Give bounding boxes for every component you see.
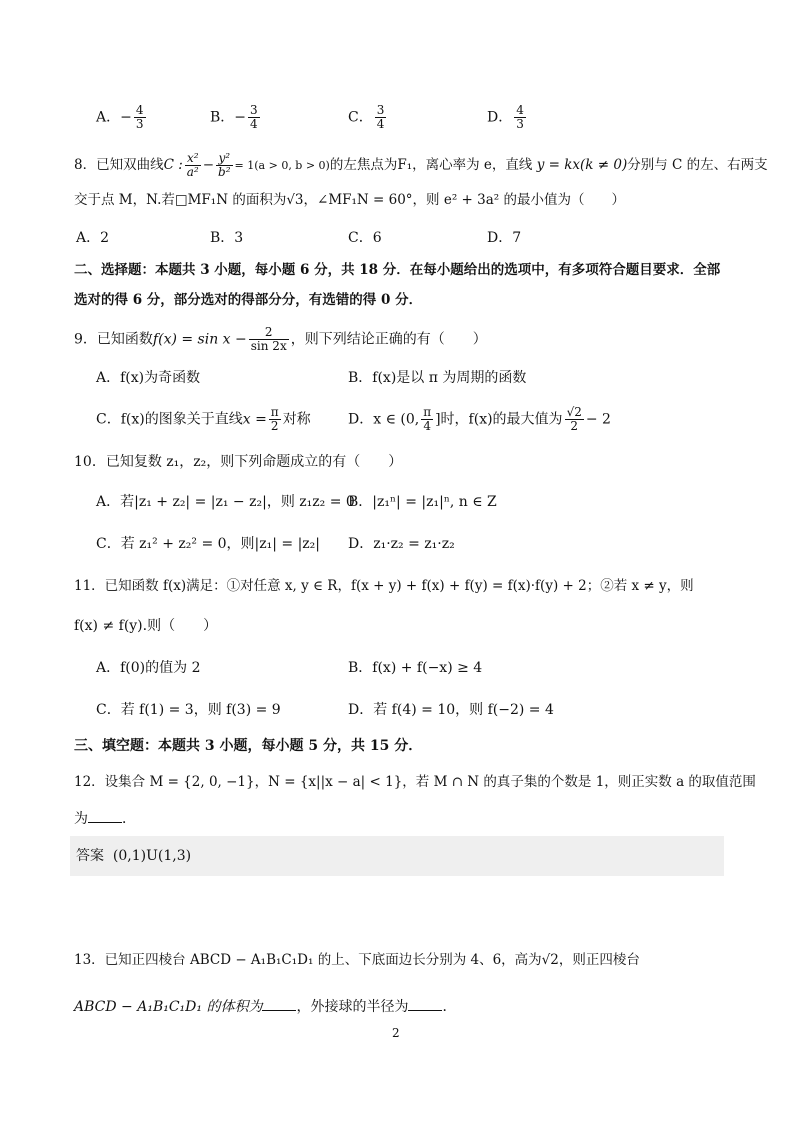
- q10-option-b[interactable]: B．|z₁ⁿ| = |z₁|ⁿ, n ∈ Z: [348, 494, 497, 510]
- q8-option-c[interactable]: C．6: [348, 230, 382, 246]
- q12-stem-line2: 为 ．: [74, 808, 136, 829]
- q13-volume-blank[interactable]: [262, 996, 296, 1011]
- q9-option-a[interactable]: A．f(x)为奇函数: [96, 370, 201, 386]
- section3-heading: 三、填空题：本题共 3 小题，每小题 5 分，共 15 分．: [74, 738, 423, 754]
- q13-stem-line1: 13．已知正四棱台 ABCD − A₁B₁C₁D₁ 的上、下底面边长分别为 4、6，高为√2，则正四棱台: [74, 952, 640, 968]
- q7-option-b[interactable]: B．− $\frac{3}{4}$: [210, 103, 258, 131]
- section2-heading-line1: 二、选择题：本题共 3 小题，每小题 6 分，共 18 分．在每小题给出的选项中，有多项符合题目要求．全部: [74, 262, 721, 278]
- q10-option-a[interactable]: A．若|z₁ + z₂| = |z₁ − z₂|，则 z₁z₂ = 0: [96, 494, 355, 510]
- q12-answer-blank[interactable]: [88, 808, 122, 823]
- q11-option-d[interactable]: D．若 f(4) = 10，则 f(−2) = 4: [348, 702, 554, 718]
- q11-option-a[interactable]: A．f(0)的值为 2: [96, 660, 201, 676]
- q11-stem-line1: 11．已知函数 f(x)满足：①对任意 x, y ∈ R，f(x + y) + f(x) + f(y) = f(x)·f(y) + 2；②若 x ≠ y，则: [74, 578, 694, 594]
- q10-option-c[interactable]: C．若 z₁² + z₂² = 0，则|z₁| = |z₂|: [96, 536, 321, 552]
- q9-stem: 9．已知函数f(x) = sin x − $\frac{2}{\sin 2x}$ ，则下列结论正确的有（ ）: [74, 325, 487, 353]
- page-number: 2: [392, 1026, 400, 1040]
- q9-option-d[interactable]: D．x ∈ (0, $\frac{\pi}{4}$ ]时，f(x)的最大值为 $\frac{√2}{2}$ − 2: [348, 405, 611, 433]
- q8-option-d[interactable]: D．7: [487, 230, 522, 246]
- q12-answer: 答案 (0,1)U(1,3): [76, 848, 192, 864]
- q9-option-b[interactable]: B．f(x)是以 π 为周期的函数: [348, 370, 527, 386]
- q11-stem-line2: f(x) ≠ f(y).则（ ）: [74, 618, 218, 634]
- q12-stem-line1: 12．设集合 M = {2, 0, −1}，N = {x||x − a| < 1}，若 M ∩ N 的真子集的个数是 1，则正实数 a 的取值范围: [74, 774, 756, 790]
- q10-stem: 10．已知复数 z₁，z₂，则下列命题成立的有（ ）: [74, 454, 403, 470]
- q8-stem-line1: 8．已知双曲线C : $\frac{\text{x²}}{\text{a²}}$ − $\frac{\text{y²}}{\text{b²}}$ = 1(a > 0, b > 0)的左焦点为F₁，离心率为 e，直线 y = kx(k ≠ 0)分别与 C 的左、右两支: [74, 151, 768, 179]
- q8-stem-line2: 交于点 M，N.若□MF₁N 的面积为√3，∠MF₁N = 60°，则 e² + 3a² 的最小值为（ ）: [74, 192, 625, 208]
- q11-option-b[interactable]: B．f(x) + f(−x) ≥ 4: [348, 660, 483, 676]
- q9-option-c[interactable]: C．f(x)的图象关于直线x = $\frac{\pi}{2}$ 对称: [96, 405, 311, 433]
- q8-option-b[interactable]: B．3: [210, 230, 244, 246]
- q7-option-c[interactable]: C． $\frac{3}{4}$: [348, 103, 385, 131]
- q7-option-a[interactable]: A．− $\frac{4}{3}$: [96, 103, 144, 131]
- q13-radius-blank[interactable]: [408, 996, 442, 1011]
- section2-heading-line2: 选对的得 6 分，部分选对的得部分分，有选错的得 0 分．: [74, 292, 423, 308]
- q8-option-a[interactable]: A．2: [76, 230, 110, 246]
- q13-stem-line2: ABCD − A₁B₁C₁D₁ 的体积为 ，外接球的半径为 ．: [74, 996, 456, 1017]
- q7-option-d[interactable]: D． $\frac{4}{3}$: [487, 103, 524, 131]
- q12-answer-box: [70, 836, 724, 876]
- q10-option-d[interactable]: D．z₁·z₂ = z₁·z₂: [348, 536, 455, 552]
- q11-option-c[interactable]: C．若 f(1) = 3，则 f(3) = 9: [96, 702, 281, 718]
